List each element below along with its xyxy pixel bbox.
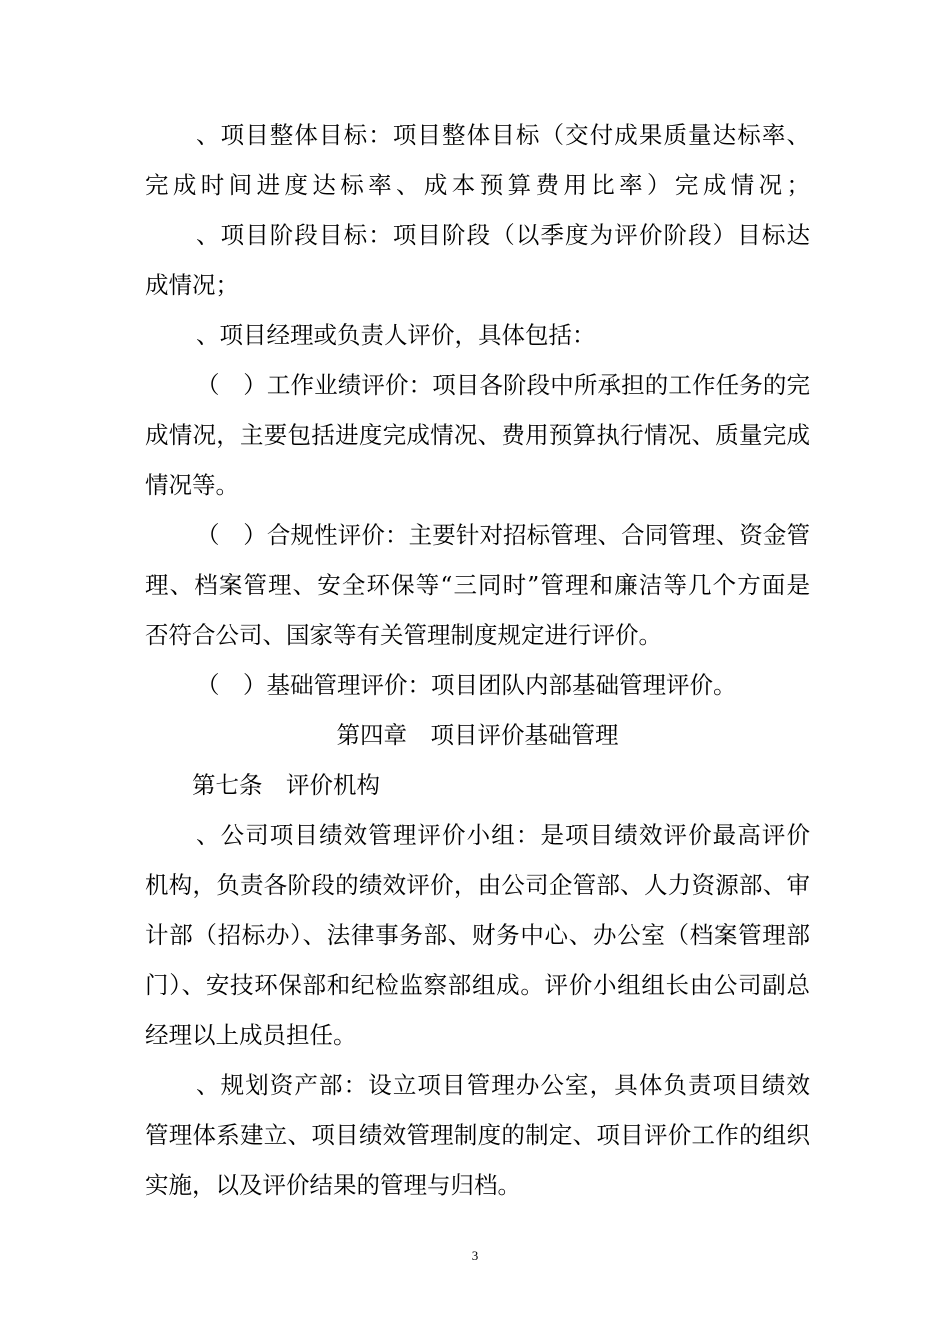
paragraph-line: （ ）合规性评价：主要针对招标管理、合同管理、资金管	[196, 521, 810, 549]
paragraph-line: 否符合公司、国家等有关管理制度规定进行评价。	[145, 621, 662, 649]
paragraph-line: 、项目阶段目标：项目阶段（以季度为评价阶段）目标达	[196, 221, 810, 249]
paragraph-line: 门）、安技环保部和纪检监察部组成。评价小组组长由公司副总	[145, 971, 810, 999]
paragraph-line: 情况等。	[145, 471, 239, 499]
paragraph-line: 、规划资产部：设立项目管理办公室，具体负责项目绩效	[196, 1071, 810, 1099]
page-number: 3	[471, 1248, 479, 1263]
chapter-heading: 第四章 项目评价基础管理	[336, 721, 619, 749]
paragraph-line: 成情况，主要包括进度完成情况、费用预算执行情况、质量完成	[145, 421, 810, 449]
paragraph-line: （ ）工作业绩评价：项目各阶段中所承担的工作任务的完	[196, 371, 810, 399]
article-heading: 第七条 评价机构	[192, 771, 380, 799]
paragraph-line: 理、档案管理、安全环保等“三同时”管理和廉洁等几个方面是	[145, 571, 810, 599]
paragraph-line: 机构，负责各阶段的绩效评价，由公司企管部、人力资源部、审	[145, 871, 810, 899]
paragraph-line: 、项目经理或负责人评价，具体包括：	[196, 321, 596, 349]
paragraph-line: 、公司项目绩效管理评价小组：是项目绩效评价最高评价	[196, 821, 810, 849]
paragraph-line: 、项目整体目标：项目整体目标（交付成果质量达标率、	[196, 121, 810, 149]
paragraph-line: 实施，以及评价结果的管理与归档。	[145, 1171, 521, 1199]
paragraph-line: 计部（招标办）、法律事务部、财务中心、办公室（档案管理部	[145, 921, 810, 949]
paragraph-line: （ ）基础管理评价：项目团队内部基础管理评价。	[196, 671, 737, 699]
paragraph-line: 经理以上成员担任。	[145, 1021, 357, 1049]
paragraph-line: 完成时间进度达标率、成本预算费用比率）完成情况；	[145, 171, 810, 199]
paragraph-line: 成情况；	[145, 271, 239, 299]
paragraph-line: 管理体系建立、项目绩效管理制度的制定、项目评价工作的组织	[145, 1121, 810, 1149]
